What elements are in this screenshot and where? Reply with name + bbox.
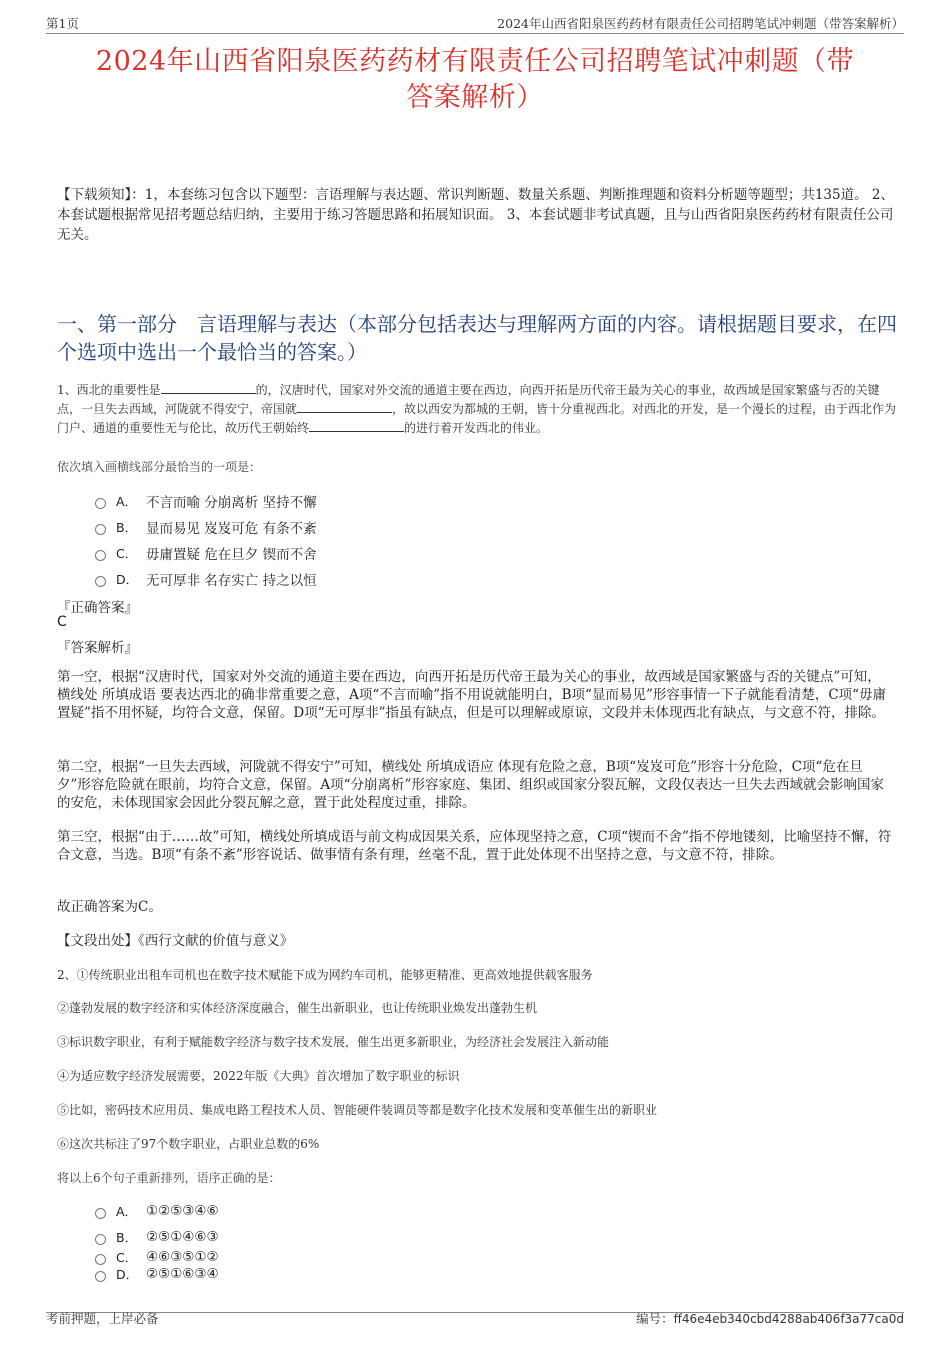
option-text: ④⑥③⑤①② — [146, 1249, 219, 1265]
footer-code — [636, 1309, 904, 1327]
footer-slogan: 考前押题，上岸必备 — [46, 1311, 159, 1326]
q1-seg-4: 的进行着开发西北的伟业。 — [404, 421, 549, 435]
answer-value: C — [57, 614, 67, 630]
option-text: ②⑤①④⑥③ — [146, 1229, 219, 1245]
q1-blank-1 — [161, 381, 256, 394]
header-divider — [46, 33, 904, 34]
option-letter: A． — [116, 1204, 138, 1219]
q1-option-d[interactable] — [95, 566, 317, 592]
option-text: 无可厚非 名存实亡 持之以恒 — [146, 573, 317, 589]
option-text: 显而易见 岌岌可危 有条不紊 — [146, 521, 317, 537]
q2-prompt: 将以上6个句子重新排列，语序正确的是： — [57, 1171, 281, 1185]
q2-option-b[interactable] — [95, 1224, 219, 1250]
option-letter: C． — [116, 546, 138, 561]
radio-icon[interactable] — [95, 1208, 106, 1219]
q2-sentence-3: ③标识数字职业，有利于赋能数字经济与数字技术发展，催生出更多新职业，为经济社会发展注入新动能 — [57, 1035, 610, 1049]
analysis-conclusion: 故正确答案为C。 — [57, 899, 162, 915]
analysis-paragraph-1: 第一空，根据“汉唐时代，国家对外交流的通道主要在西边，向西开拓是历代帝王最为关心的事业，故西域是国家繁盛与否的关键点”可知，横线处 所填成语 要表达西北的确非常重要之意，A项“不言而喻”指不用说就能明白，B项“显而易见”形容事情一下子就能看清楚，C项“毋庸置疑”指不用怀疑，均符合文意，保留。D项“无可厚非”指虽有缺点，但是可以理解或原谅，文段并未体现西北有缺点，与文意不符，排除。 — [57, 669, 887, 721]
option-text: ①②⑤③④⑥ — [146, 1203, 219, 1219]
source-citation: 【文段出处】《西行文献的价值与意义》 — [57, 933, 294, 949]
q1-blank-3 — [309, 419, 404, 432]
q2-sentence-2: ②蓬勃发展的数字经济和实体经济深度融合，催生出新职业，也让传统职业焕发出蓬勃生机 — [57, 1001, 538, 1015]
radio-icon[interactable] — [95, 576, 106, 587]
header-doc-title: 2024年山西省阳泉医药药材有限责任公司招聘笔试冲刺题（带答案解析） — [497, 16, 904, 31]
radio-icon[interactable] — [95, 498, 106, 509]
download-notice: 【下载须知】：1，本套练习包含以下题型：言语理解与表达题、常识判断题、数量关系题、判断推理题和资料分析题等题型；共135道。 2、本套试题根据常见招考题总结归纳，主要用于练习答题思路和拓展知识面。 3、本套试题非考试真题，且与山西省阳泉医药药材有限责任公司无关。 — [57, 187, 894, 243]
option-letter: A． — [116, 494, 138, 509]
section-title: 一、第一部分 言语理解与表达（本部分包括表达与理解两方面的内容。请根据题目要求，在四个选项中选出一个最恰当的答案。） — [57, 312, 897, 364]
q1-prompt: 依次填入画横线部分最恰当的一项是： — [57, 460, 262, 474]
answer-label: 『正确答案』 — [57, 600, 138, 616]
option-letter: B． — [116, 1230, 138, 1245]
option-letter: D． — [116, 572, 139, 587]
title-line-2: 答案解析） — [406, 82, 544, 113]
q1-option-c[interactable] — [95, 540, 317, 566]
analysis-paragraph-2: 第二空，根据“一旦失去西域，河陇就不得安宁”可知，横线处 所填成语应 体现有危险之意，B项“岌岌可危”形容十分危险，C项“危在旦夕”形容危险就在眼前，均符合文意，保留。A项“分崩离析”形容家庭、集团、组织或国家分裂瓦解，文段仅表达一旦失去西域就会影响国家的安危，未体现国家会因此分裂瓦解之意，置于此处程度过重，排除。 — [57, 759, 884, 811]
q2-option-a[interactable] — [95, 1198, 219, 1224]
q1-seg-1: 1、西北的重要性是 — [57, 383, 161, 397]
q1-options — [95, 488, 317, 592]
page-number: 第1页 — [46, 16, 79, 31]
q2-option-d[interactable] — [95, 1264, 219, 1284]
code-value: ff46e4eb340cbd4288ab406f3a77ca0d — [673, 1312, 904, 1326]
option-text: 不言而喻 分崩离析 坚持不懈 — [146, 495, 317, 511]
code-label: 编号： — [636, 1311, 674, 1326]
q1-seg-3: ，故以西安为都城的王朝，皆十分重视西北。对西北的开发，是一个漫长的过程，由于西北作为门户、通道的重要性无与伦比，故历代王朝始终 — [57, 402, 897, 435]
radio-icon[interactable] — [95, 524, 106, 535]
option-letter: D． — [116, 1267, 139, 1282]
q2-sentence-4: ④为适应数字经济发展需要，2022年版《大典》首次增加了数字职业的标识 — [57, 1069, 460, 1083]
q1-blank-2 — [297, 400, 392, 413]
page-title — [46, 44, 904, 116]
analysis-label: 『答案解析』 — [57, 640, 138, 656]
option-text: ②⑤①⑥③④ — [146, 1266, 219, 1282]
option-letter: B． — [116, 520, 138, 535]
title-line-1: 2024年山西省阳泉医药药材有限责任公司招聘笔试冲刺题（带 — [95, 46, 855, 77]
analysis-paragraph-3: 第三空，根据“由于……故”可知，横线处所填成语与前文构成因果关系，应体现坚持之意，C项“锲而不舍”指不停地镂刻，比喻坚持不懈，符合文意，当选。B项“有条不紊”形容说话、做事情有条有理，丝毫不乱，置于此处体现不出坚持之意，与文意不符，排除。 — [57, 829, 892, 863]
q1-option-b[interactable] — [95, 514, 317, 540]
q1-option-a[interactable] — [95, 488, 317, 514]
option-text: 毋庸置疑 危在旦夕 锲而不舍 — [146, 547, 317, 563]
q2-options — [95, 1198, 219, 1284]
radio-icon[interactable] — [95, 1271, 106, 1282]
radio-icon[interactable] — [95, 1254, 106, 1265]
q2-sentence-5: ⑤比如，密码技术应用员、集成电路工程技术人员、智能硬件装调员等都是数字化技术发展和变革催生出的新职业 — [57, 1103, 658, 1117]
option-letter: C． — [116, 1250, 138, 1265]
q2-sentence-1: 2、①传统职业出租车司机也在数字技术赋能下成为网约车司机，能够更精准、更高效地提供载客服务 — [57, 968, 593, 982]
q1-seg-2: 的，汉唐时代，国家对外交流的通道主要在西边，向西开拓是历代帝王最为关心的事业，故西域是国家繁盛与否的关键点，一旦失去西域，河陇就不得安宁，帝国就 — [57, 383, 880, 416]
radio-icon[interactable] — [95, 550, 106, 561]
q2-option-c[interactable] — [95, 1250, 219, 1264]
q2-sentence-6: ⑥这次共标注了97个数字职业，占职业总数的6% — [57, 1137, 320, 1151]
radio-icon[interactable] — [95, 1234, 106, 1245]
question-1-stem — [57, 381, 897, 438]
